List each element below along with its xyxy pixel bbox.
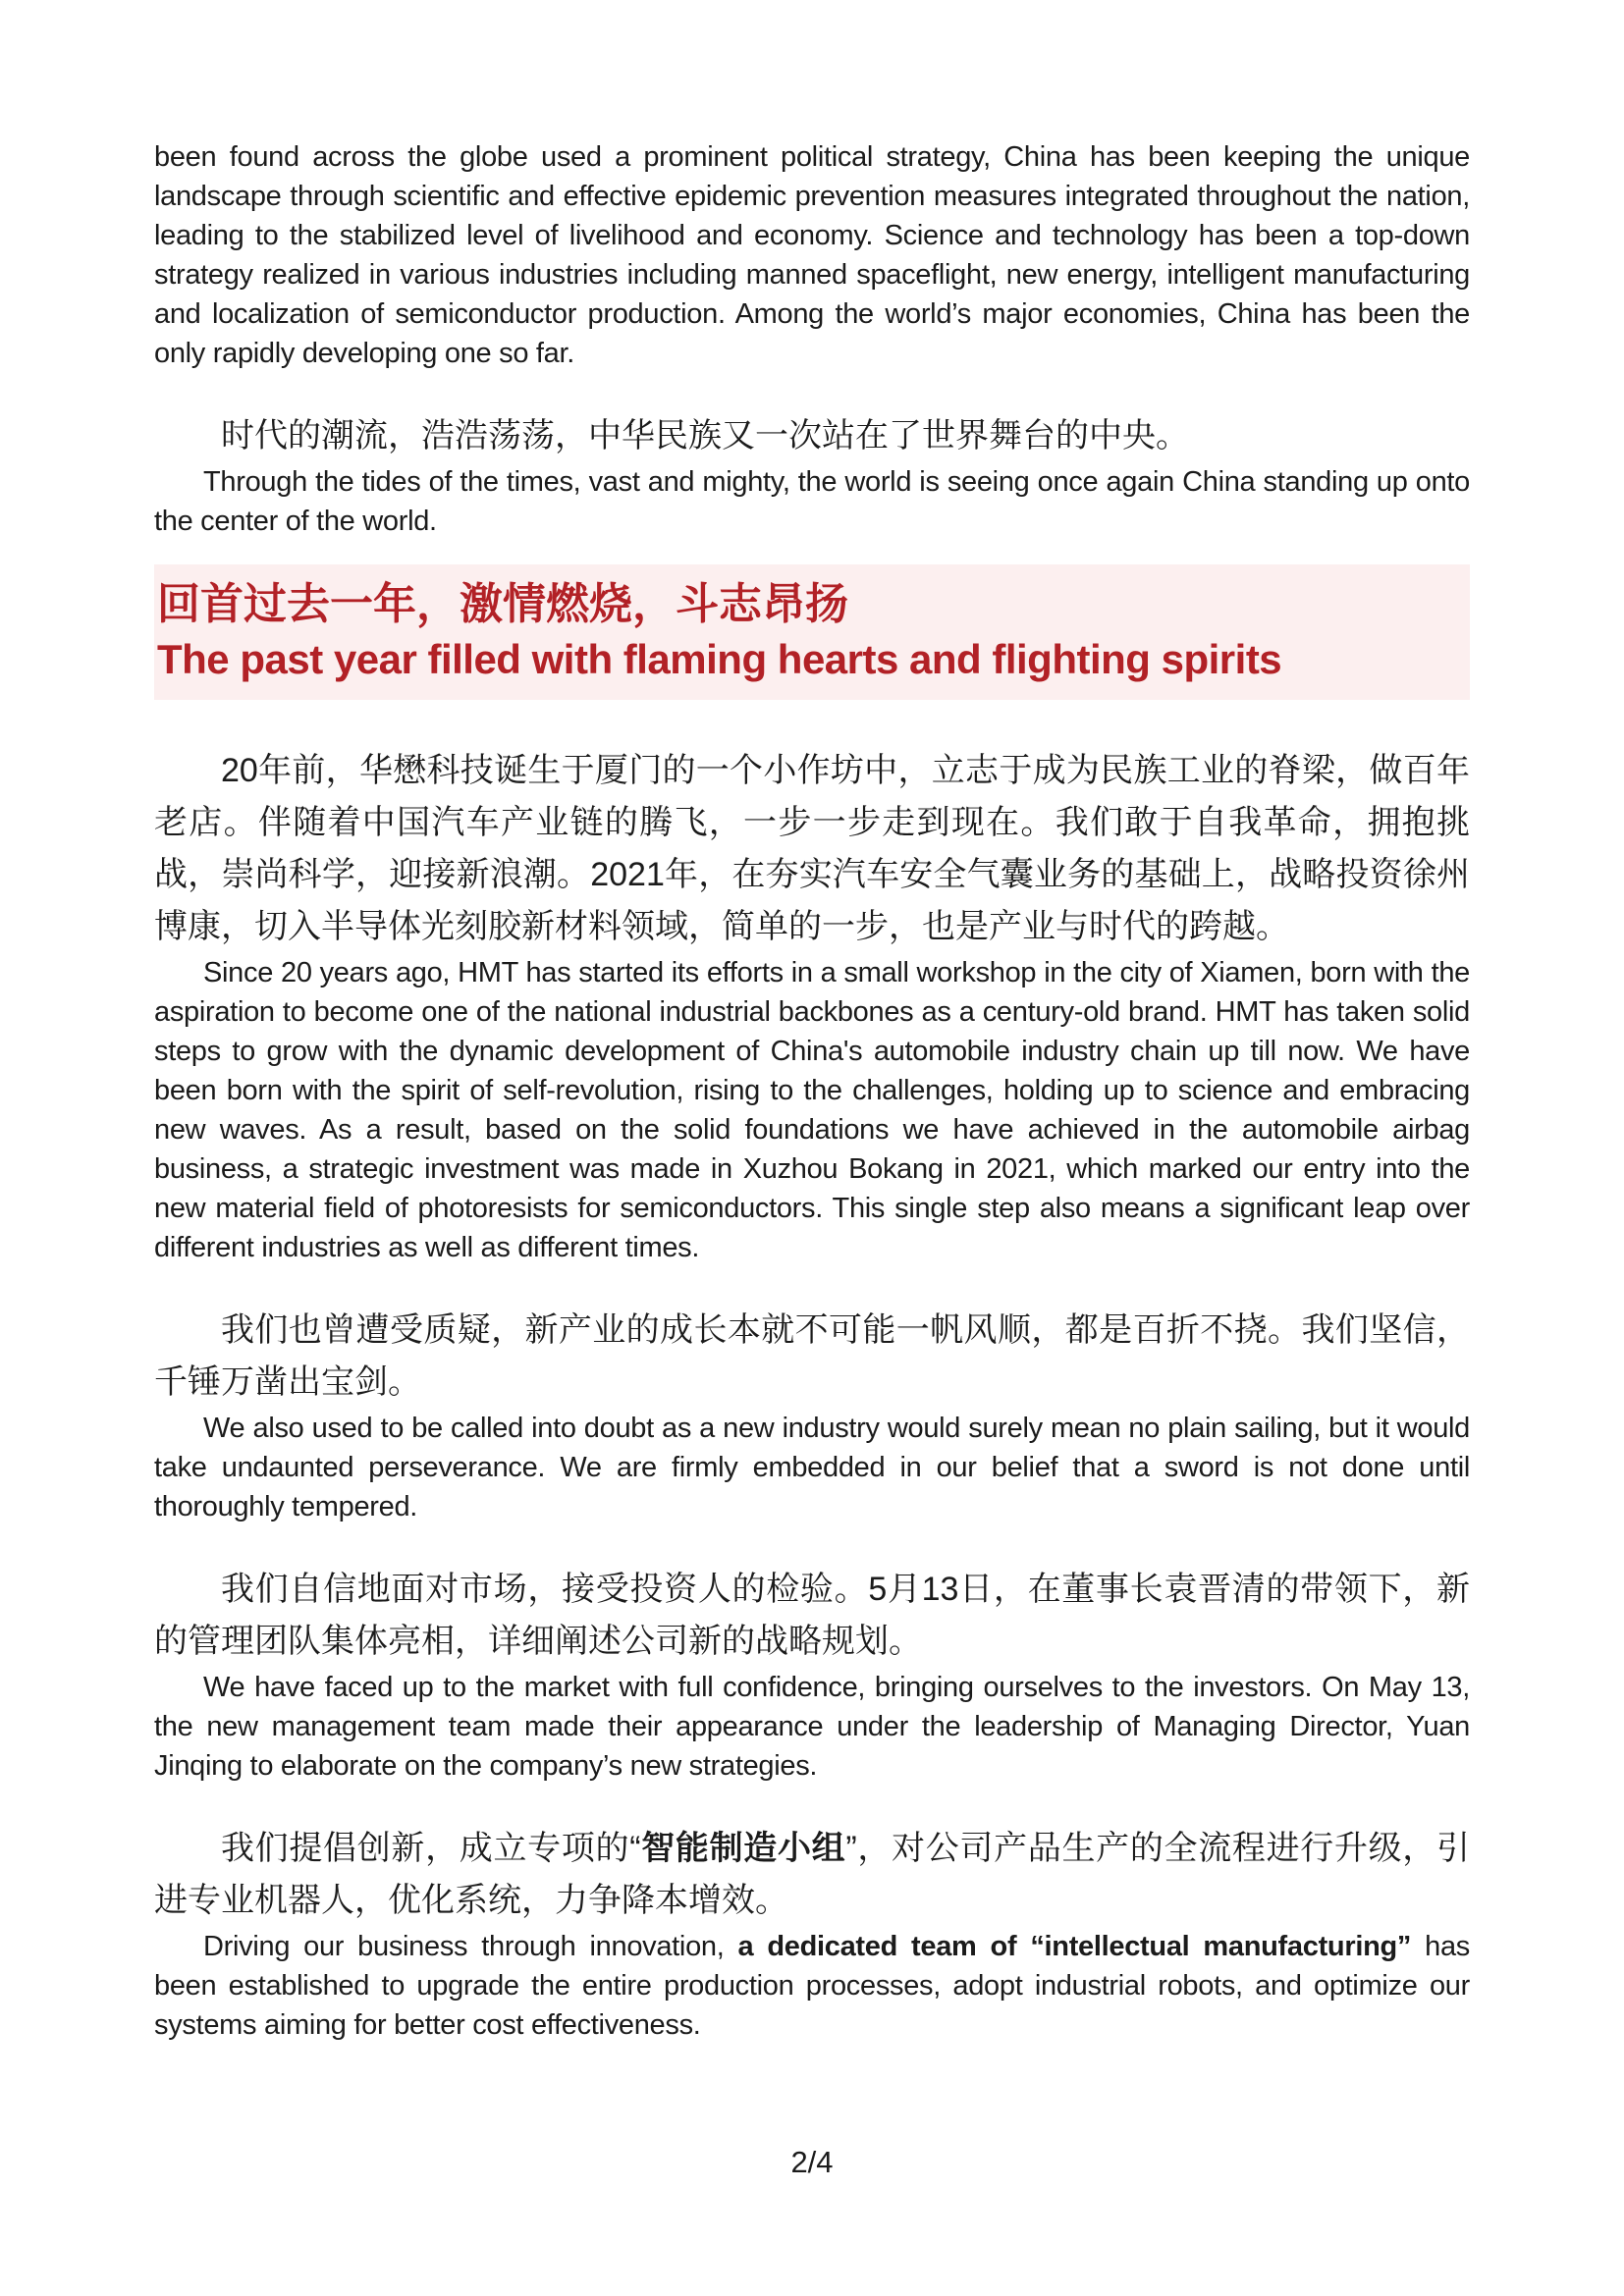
- section-heading: [154, 564, 1470, 700]
- paragraph-en-innovation-pre: Driving our business through innovation,: [203, 1931, 738, 1962]
- paragraph-en-innovation-bold: a dedicated team of “intellectual manufacturing”: [737, 1931, 1412, 1962]
- paragraph-en-innovation: [154, 1927, 1470, 2045]
- spacer: [154, 373, 1470, 410]
- paragraph-en-continued: been found across the globe used a prominent political strategy, China has been keeping the unique landscape through scientific and effective epidemic prevention measures integrated throughout the nation, leading to the stabilized level of livelihood and economy. Science and technology has been a top-down strategy realized in various industries including manned spaceflight, new energy, intelligent manufacturing and localization of semiconductor production. Among the world’s major economies, China has been the only rapidly developing one so far.: [154, 141, 1470, 369]
- paragraph-zh-innovation-post: ”，对公司产品生产的全流程进行升级，引进专业机器人，优化系统，力争降本增效。: [154, 1830, 1470, 1919]
- document-body: [154, 137, 1470, 2045]
- paragraph-zh-innovation-pre: 我们提倡创新，成立专项的“: [221, 1830, 641, 1867]
- spacer: [154, 1526, 1470, 1564]
- paragraph-zh-innovation-bold: 智能制造小组: [640, 1830, 846, 1867]
- paragraph-zh-tides: 时代的潮流，浩浩荡荡，中华民族又一次站在了世界舞台的中央。: [221, 417, 1189, 454]
- paragraph-en-market: We have faced up to the market with full confidence, bringing ourselves to the investors. On May 13, the new management team made their appearance under the leadership of Managing Director, Yuan Jinqing to elaborate on the company’s new strategies.: [154, 1672, 1470, 1782]
- paragraph-en-history: Since 20 years ago, HMT has started its efforts in a small workshop in the city of Xiamen, born with the aspiration to become one of the national industrial backbones as a century-old brand. HMT has taken solid steps to grow with the dynamic development of China's automobile industry chain up till now. We have been born with the spirit of self-revolution, rising to the challenges, holding up to science and embracing new waves. As a result, based on the solid foundations we have achieved in the automobile airbag business, a strategic investment was made in Xuzhou Bokang in 2021, which marked our entry into the new material field of photoresists for semiconductors. This single step also means a significant leap over different industries as well as different times.: [154, 957, 1470, 1263]
- section-heading-en: The past year filled with flaming hearts and flighting spirits: [157, 636, 1282, 682]
- paragraph-en-doubt: We also used to be called into doubt as a new industry would surely mean no plain sailing, but it would take undaunted perseverance. We are firmly embedded in our belief that a sword is not done until thoroughly tempered.: [154, 1413, 1470, 1522]
- paragraph-zh-doubt: 我们也曾遭受质疑，新产业的成长本就不可能一帆风顺，都是百折不挠。我们坚信，千锤万凿出宝剑。: [154, 1311, 1470, 1401]
- paragraph-en-innovation-post: has been established to upgrade the entire production processes, adopt industrial robots, and optimize our systems aiming for better cost effectiveness.: [154, 1931, 1470, 2041]
- spacer: [154, 1786, 1470, 1823]
- section-heading-zh: 回首过去一年，激情燃烧，斗志昂扬: [157, 580, 848, 628]
- paragraph-zh-innovation: [154, 1823, 1470, 1927]
- paragraph-en-tides: Through the tides of the times, vast and mighty, the world is seeing once again China standing up onto the center of the world.: [154, 466, 1470, 537]
- page-number: 2/4: [790, 2145, 834, 2179]
- paragraph-zh-history: 20年前，华懋科技诞生于厦门的一个小作坊中，立志于成为民族工业的脊梁，做百年老店。伴随着中国汽车产业链的腾飞，一步一步走到现在。我们敢于自我革命，拥抱挑战，崇尚科学，迎接新浪潮。2021年，在夯实汽车安全气囊业务的基础上，战略投资徐州博康，切入半导体光刻胶新材料领域，简单的一步，也是产业与时代的跨越。: [154, 752, 1470, 945]
- paragraph-zh-market: 我们自信地面对市场，接受投资人的检验。5月13日，在董事长袁晋清的带领下，新的管理团队集体亮相，详细阐述公司新的战略规划。: [154, 1571, 1470, 1660]
- spacer: [154, 1267, 1470, 1305]
